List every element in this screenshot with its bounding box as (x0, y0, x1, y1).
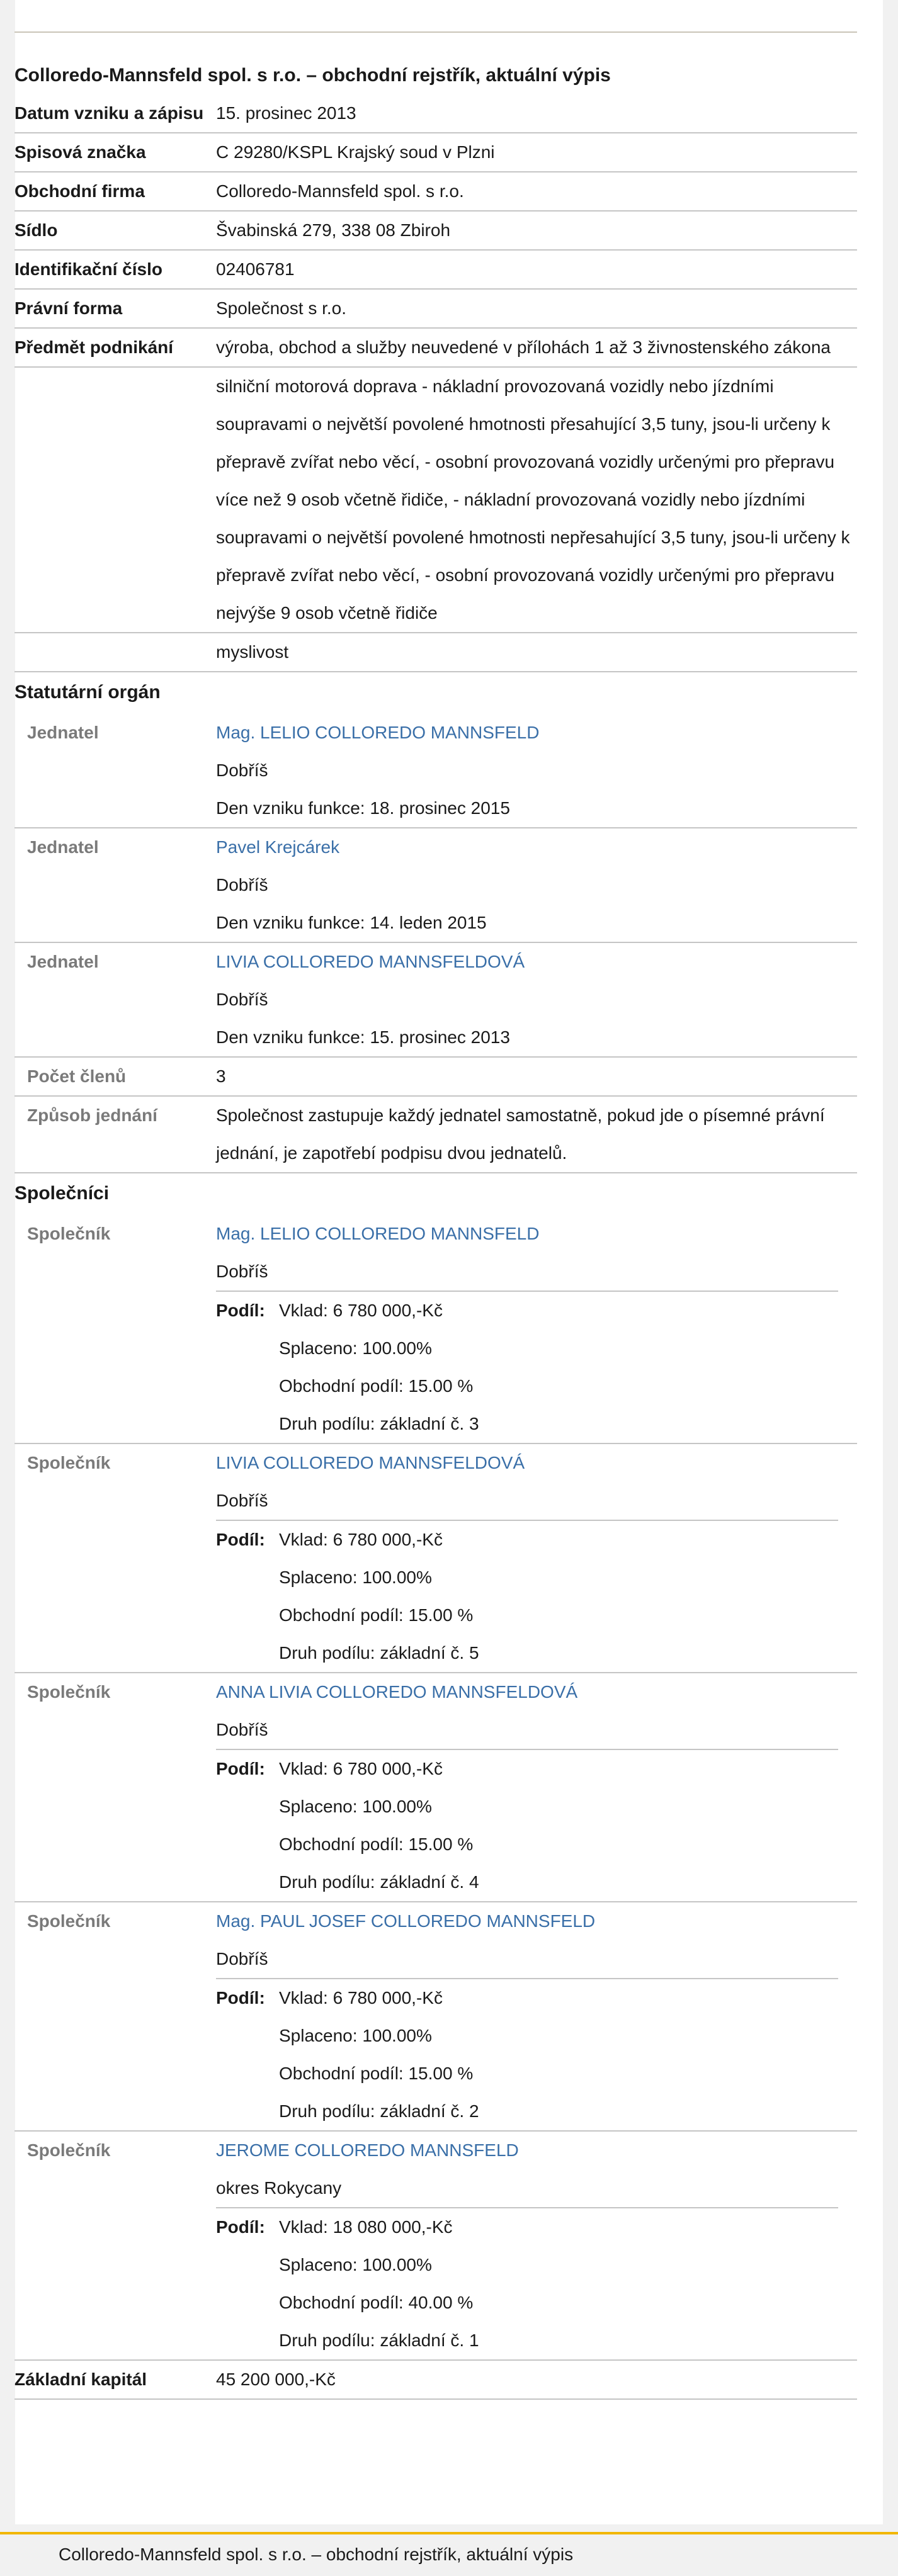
partner-2 (14, 1444, 857, 1673)
value-firma: Colloredo-Mannsfeld spol. s r.o. (216, 181, 464, 201)
share-block (216, 2207, 838, 2359)
member-name-link[interactable]: Mag. LELIO COLLOREDO MANNSFELD (216, 723, 540, 742)
partner-name-link[interactable]: Mag. PAUL JOSEF COLLOREDO MANNSFELD (216, 1911, 596, 1931)
value-kapital: 45 200 000,-Kč (216, 2370, 336, 2389)
partner-3 (14, 1673, 857, 1902)
share-splaceno: Splaceno: 100.00% (279, 2255, 432, 2274)
share-label: Podíl: (216, 1301, 265, 1320)
member-place: Dobříš (216, 875, 268, 895)
share-splaceno: Splaceno: 100.00% (279, 1797, 432, 1816)
share-splaceno: Splaceno: 100.00% (279, 1568, 432, 1587)
row-predmet-1 (14, 329, 857, 368)
label-ic: Identifikační číslo (14, 259, 162, 279)
label-datum: Datum vzniku a zápisu (14, 103, 204, 123)
share-block (216, 1520, 838, 1672)
share-druh: Druh podílu: základní č. 2 (279, 2101, 479, 2121)
share-splaceno: Splaceno: 100.00% (279, 2026, 432, 2045)
row-ic (14, 251, 857, 290)
share-vklad: Vklad: 6 780 000,-Kč (279, 1301, 443, 1320)
label-sidlo: Sídlo (14, 220, 58, 240)
partner-place: Dobříš (216, 1949, 268, 1969)
value-zpusob: Společnost zastupuje každý jednatel samostatně, pokud jde o písemné právní jednání, je zapotřebí podpisu dvou jednatelů. (216, 1105, 825, 1163)
share-label: Podíl: (216, 1530, 265, 1549)
value-sidlo: Švabinská 279, 338 08 Zbiroh (216, 220, 451, 240)
share-druh: Druh podílu: základní č. 1 (279, 2330, 479, 2350)
share-vklad: Vklad: 6 780 000,-Kč (279, 1530, 443, 1549)
share-podil: Obchodní podíl: 15.00 % (279, 1376, 474, 1396)
row-pocet (14, 1058, 857, 1097)
row-datum (14, 94, 857, 133)
member-since: Den vzniku funkce: 18. prosinec 2015 (216, 798, 510, 818)
section-spolecnici: Společníci (14, 1183, 110, 1204)
share-vklad: Vklad: 6 780 000,-Kč (279, 1988, 443, 2008)
partner-name-link[interactable]: LIVIA COLLOREDO MANNSFELDOVÁ (216, 1453, 525, 1472)
row-firma (14, 172, 857, 212)
member-place: Dobříš (216, 990, 268, 1009)
share-podil: Obchodní podíl: 15.00 % (279, 1834, 474, 1854)
partner-5 (14, 2132, 857, 2361)
member-3 (14, 943, 857, 1058)
top-divider (14, 31, 857, 33)
partner-place: okres Rokycany (216, 2178, 342, 2198)
label-spisova: Spisová značka (14, 142, 146, 162)
member-since: Den vzniku funkce: 15. prosinec 2013 (216, 1027, 510, 1047)
partner-role: Společník (27, 1682, 111, 1702)
share-label: Podíl: (216, 1988, 265, 2008)
member-place: Dobříš (216, 760, 268, 780)
row-kapital (14, 2361, 857, 2400)
member-role: Jednatel (27, 952, 99, 971)
label-kapital: Základní kapitál (14, 2370, 147, 2389)
footer-title: Colloredo-Mannsfeld spol. s r.o. – obchodní rejstřík, aktuální výpis (59, 2545, 574, 2564)
row-predmet-2 (14, 368, 857, 633)
label-firma: Obchodní firma (14, 181, 145, 201)
value-pocet: 3 (216, 1066, 226, 1086)
partner-place: Dobříš (216, 1720, 268, 1739)
member-2 (14, 828, 857, 943)
share-label: Podíl: (216, 2217, 265, 2237)
partner-name-link[interactable]: ANNA LIVIA COLLOREDO MANNSFELDOVÁ (216, 1682, 578, 1702)
partner-role: Společník (27, 1453, 111, 1472)
register-table (14, 94, 857, 2400)
share-label: Podíl: (216, 1759, 265, 1778)
footer-divider (0, 2532, 898, 2534)
share-druh: Druh podílu: základní č. 4 (279, 1872, 479, 1892)
share-vklad: Vklad: 6 780 000,-Kč (279, 1759, 443, 1778)
partner-4 (14, 1902, 857, 2132)
value-forma: Společnost s r.o. (216, 298, 347, 318)
share-splaceno: Splaceno: 100.00% (279, 1338, 432, 1358)
value-spisova: C 29280/KSPL Krajský soud v Plzni (216, 142, 495, 162)
partner-place: Dobříš (216, 1262, 268, 1281)
member-name-link[interactable]: LIVIA COLLOREDO MANNSFELDOVÁ (216, 952, 525, 971)
partner-place: Dobříš (216, 1491, 268, 1510)
share-podil: Obchodní podíl: 15.00 % (279, 2064, 474, 2083)
share-podil: Obchodní podíl: 15.00 % (279, 1605, 474, 1625)
row-zpusob (14, 1097, 857, 1173)
partner-name-link[interactable]: JEROME COLLOREDO MANNSFELD (216, 2140, 519, 2160)
share-vklad: Vklad: 18 080 000,-Kč (279, 2217, 453, 2237)
member-role: Jednatel (27, 723, 99, 742)
value-predmet-1: výroba, obchod a služby neuvedené v přílohách 1 až 3 živnostenského zákona (216, 337, 831, 357)
row-sidlo (14, 212, 857, 251)
row-forma (14, 290, 857, 329)
label-empty (14, 633, 216, 671)
partner-role: Společník (27, 2140, 111, 2160)
value-predmet-2: silniční motorová doprava - nákladní provozovaná vozidly nebo jízdními soupravami o největší povolené hmotnosti přesahující 3,5 tuny, jsou-li určeny k přepravě zvířat nebo věcí, - osobní provozovaná vozidly určenými pro přepravu více než 9 osob včetně řidiče, - nákladní provozovaná vozidly nebo jízdními soupravami o největší povolené hmotnosti nepřesahující 3,5 tuny, jsou-li určeny k přepravě zvířat nebo věcí, - osobní provozovaná vozidly určenými pro přepravu nejvýše 9 osob včetně řidiče (216, 376, 850, 623)
label-pocet: Počet členů (27, 1066, 127, 1086)
label-forma: Právní forma (14, 298, 123, 318)
share-block (216, 1978, 838, 2130)
share-podil: Obchodní podíl: 40.00 % (279, 2293, 474, 2312)
member-1 (14, 714, 857, 828)
partner-name-link[interactable]: Mag. LELIO COLLOREDO MANNSFELD (216, 1224, 540, 1243)
member-name-link[interactable]: Pavel Krejcárek (216, 837, 340, 857)
partner-role: Společník (27, 1911, 111, 1931)
label-predmet: Předmět podnikání (14, 337, 174, 357)
value-datum: 15. prosinec 2013 (216, 103, 356, 123)
section-statutarni: Statutární orgán (14, 682, 161, 703)
label-zpusob: Způsob jednání (27, 1105, 157, 1125)
value-ic: 02406781 (216, 259, 295, 279)
label-empty (14, 368, 216, 632)
share-druh: Druh podílu: základní č. 5 (279, 1643, 479, 1663)
value-predmet-3: myslivost (216, 642, 289, 662)
member-role: Jednatel (27, 837, 99, 857)
row-spisova (14, 133, 857, 172)
member-since: Den vzniku funkce: 14. leden 2015 (216, 913, 487, 932)
share-block (216, 1749, 838, 1901)
share-druh: Druh podílu: základní č. 3 (279, 1414, 479, 1433)
share-block (216, 1291, 838, 1443)
page-title: Colloredo-Mannsfeld spol. s r.o. – obchodní rejstřík, aktuální výpis (14, 65, 611, 86)
partner-1 (14, 1215, 857, 1444)
partner-role: Společník (27, 1224, 111, 1243)
row-predmet-3 (14, 633, 857, 672)
